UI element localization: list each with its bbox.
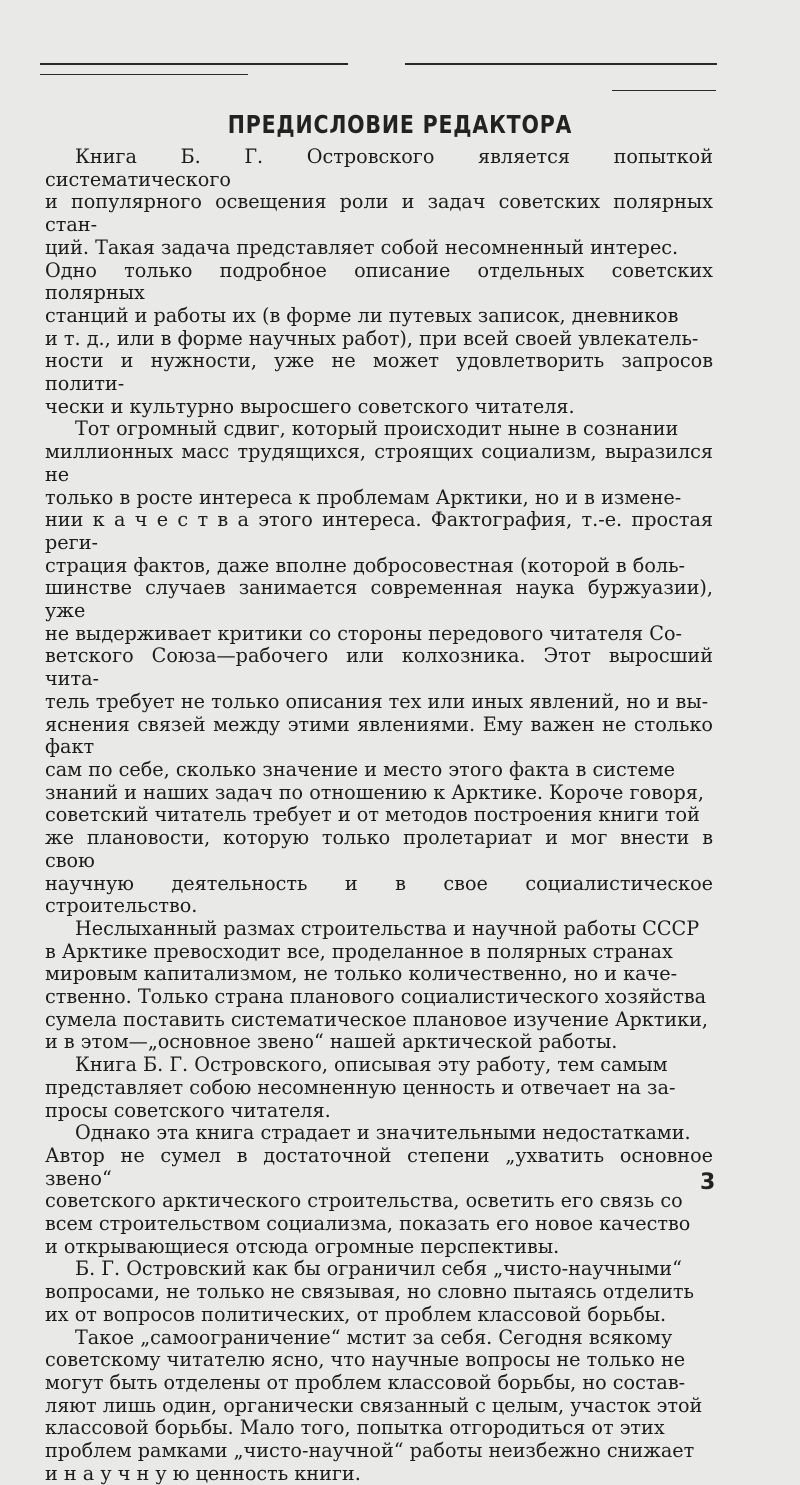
body-text [45,145,716,1485]
paragraph: Книга Б. Г. Островского, описывая эту работу, тем самым представляет собою несомненную ценность и отвечает на за- просы советского читателя. [45,1053,676,1122]
header-rule-left-top [40,63,348,65]
paragraph: Однако эта книга страдает и значительными недостатками. Автор не сумел в достаточной степени „ухватить основное звено“ советского арктического строительства, осветить его связь со всем строительством социализма, показать его новое качество и открывающиеся отсюда огромные перспективы. [45,1121,713,1258]
paragraph: Тот огромный сдвиг, который происходит ныне в сознании миллионных масс трудящихся, строящих социализм, выразился не только в росте интереса к проблемам Арктики, но и в измене- нии к а ч е с т в а этого интереса. Фактография, т.-е. простая реги- страция фактов, даже вполне добросовестная (которой в боль- шинстве случаев занимается современная наука буржуазии), уже не выдерживает критики со стороны передового читателя Со- ветского Союза—рабочего или колхозника. Этот выросший чита- тель требует не только описания тех или иных явлений, но и вы- яснения связей между этими явлениями. Ему важен не столько факт сам по себе, сколько значение и место этого факта в системе знаний и наших задач по отношению к Арктике. Короче говоря, советский читатель требует и от методов построения книги той же плановости, которую только пролетариат и мог внести в свою научную деятельность и в свое социалистическое строительство. [45,417,713,918]
page-title: ПРЕДИСЛОВИЕ РЕДАКТОРА [227,110,573,139]
paragraph: Неслыханный размах строительства и научной работы СССР в Арктике превосходит все, проделанное в полярных странах мировым капитализмом, не только количественно, но и каче- ственно. Только страна планового социалистического хозяйства сумела поставить систематическое плановое изучение Арктики, и в этом—„основное звено“ нашей арктической работы. [45,916,709,1054]
paragraph: Б. Г. Островский как бы ограничил себя „чисто-научными“ вопросами, не только не связывая, но словно пытаясь отделить их от вопросов политических, от проблем классовой борьбы. [45,1257,694,1326]
header-rule-right-top [405,63,717,65]
paragraph: Книга Б. Г. Островского является попыткой систематического и популярного освещения роли и задач советских полярных стан- ций. Такая задача представляет собой несомненный интерес. Одно только подробное описание отдельных советских полярных станций и работы их (в форме ли путевых записок, дневников и т. д., или в форме научных работ), при всей своей увлекатель- ности и нужности, уже не может удовлетворить запросов полити- чески и культурно выросшего советского читателя. [45,145,713,418]
header-rule-right-bottom [612,90,716,91]
page-number: 3 [700,1170,716,1195]
header-rule-left-bottom [40,74,248,75]
paragraph: Такое „самоограничение“ мстит за себя. Сегодня всякому советскому читателю ясно, что научные вопросы не только не могут быть отделены от проблем классовой борьбы, но состав- ляют лишь один, органически связанный с целым, участок этой классовой борьбы. Мало того, попытка отгородиться от этих проблем рамками „чисто-научной“ работы неизбежно снижает и н а у ч н у ю ценность книги. [45,1325,703,1485]
